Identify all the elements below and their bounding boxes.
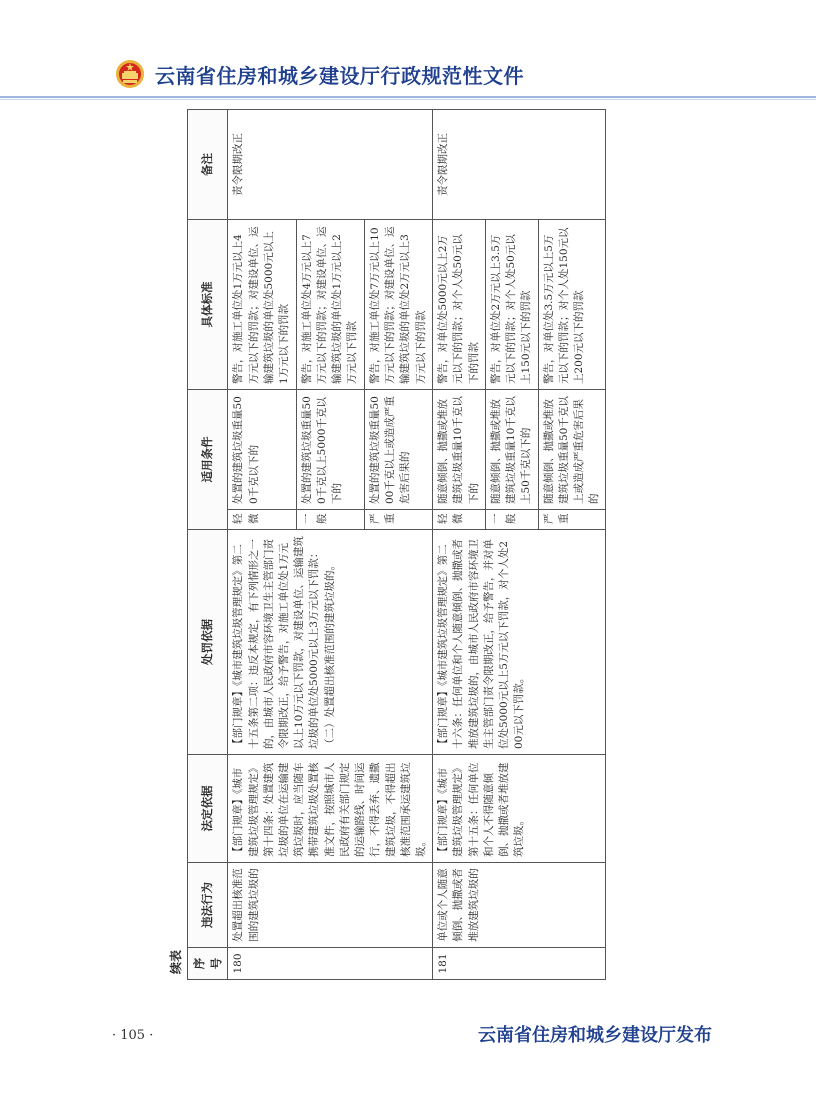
tier-level: 一般 bbox=[485, 510, 538, 530]
col-legal-basis: 法定依据 bbox=[188, 755, 228, 863]
tier-condition: 处置的建筑垃圾重量500千克以上5000千克以下的 bbox=[296, 390, 364, 510]
row-violation: 单位或个人随意倾倒、抛撒或者堆放建筑垃圾的 bbox=[433, 863, 606, 948]
tier-condition: 处置的建筑垃圾重量5000千克以上或造成严重危害后果的 bbox=[364, 390, 432, 510]
table-row bbox=[433, 110, 486, 980]
row-penalty-basis bbox=[228, 530, 433, 755]
tier-standard: 警告，对施工单位处7万元以上10万元以下的罚款；对建设单位、运输建筑垃圾的单位处2万元以上3万元以下的罚款 bbox=[364, 220, 432, 390]
tier-level: 一般 bbox=[296, 510, 364, 530]
page-number: · 105 · bbox=[112, 1028, 154, 1043]
row-violation: 处置超出核准范围的建筑垃圾的 bbox=[228, 863, 433, 948]
header-title: 云南省住房和城乡建设厅行政规范性文件 bbox=[155, 63, 524, 88]
col-standard: 具体标准 bbox=[188, 220, 228, 390]
national-emblem-icon bbox=[115, 59, 145, 89]
tier-condition: 随意倾倒、抛撒或堆放建筑垃圾重量10千克以下的 bbox=[433, 390, 486, 510]
continuation-label: 续表 bbox=[169, 949, 183, 974]
row-legal-basis: 【部门规章】《城市建筑垃圾管理规定》第十五条：任何单位和个人不得随意倾倒、抛撒或者堆放建筑垃圾。 bbox=[433, 755, 606, 863]
tier-standard: 警告，对施工单位处4万元以上7万元以下的罚款；对建设单位、运输建筑垃圾的单位处1万元以上2万元以下罚款 bbox=[296, 220, 364, 390]
rotated-table bbox=[167, 110, 737, 980]
header-rule bbox=[0, 96, 816, 98]
tier-level: 严重 bbox=[538, 510, 606, 530]
row-remarks: 责令限期改正 bbox=[228, 110, 433, 220]
penalty-basis-text: 【部门规章】《城市建筑垃圾管理规定》第二十五条第二项：违反本规定，有下列情形之一的，由城市人民政府市容环境卫生主管部门责令限期改正，给予警告，对施工单位处1万元以上10万元以下罚款，对建设单位、运输建筑垃圾的单位处5000元以上3万元以下罚款： bbox=[232, 536, 321, 749]
publisher-label: 云南省住房和城乡建设厅发布 bbox=[478, 1025, 712, 1046]
tier-condition: 随意倾倒、抛撒或堆放建筑垃圾重量10千克以上50千克以下的 bbox=[485, 390, 538, 510]
tier-condition: 处置的建筑垃圾重量500千克以下的 bbox=[228, 390, 296, 510]
tier-level: 轻微 bbox=[228, 510, 296, 530]
table-row bbox=[228, 110, 296, 980]
header-rule-thin bbox=[0, 99, 816, 100]
penalty-basis-text: 【部门规章】《城市建筑垃圾管理规定》第二十六条：任何单位和个人随意倾倒、抛撒或者堆放建筑垃圾的，由城市人民政府市容环境卫生主管部门责令限期改正，给予警告，并对单位处5000元以上5万元以下罚款，对个人处200元以下罚款。 bbox=[437, 539, 526, 749]
tier-standard: 警告，对单位处2万元以上3.5万元以下的罚款；对个人处50元以上150元以下的罚款 bbox=[485, 220, 538, 390]
tier-standard: 警告，对单位处5000元以上2万元以下的罚款；对个人处50元以下的罚款 bbox=[433, 220, 486, 390]
col-remarks: 备注 bbox=[188, 110, 228, 220]
col-violation: 违法行为 bbox=[188, 863, 228, 948]
row-legal-basis: 【部门规章】《城市建筑垃圾管理规定》第十四条：处置建筑垃圾的单位在运输建筑垃圾时，应当随车携带建筑垃圾处置核准文件，按照城市人民政府有关部门规定的运输路线、时间运行，不得丢弃、遗撒建筑垃圾，不得超出核准范围承运建筑垃圾。 bbox=[228, 755, 433, 863]
tier-condition: 随意倾倒、抛撒或堆放建筑垃圾重量50千克以上或造成严重危害后果的 bbox=[538, 390, 606, 510]
penalty-basis-item: （二）处置超出核准范围的建筑垃圾的。 bbox=[323, 560, 336, 749]
row-penalty-basis bbox=[433, 530, 606, 755]
tier-level: 轻微 bbox=[433, 510, 486, 530]
table-header-row bbox=[188, 110, 228, 980]
col-seq: 序号 bbox=[188, 948, 228, 980]
penalty-table bbox=[187, 109, 606, 980]
tier-level: 严重 bbox=[364, 510, 432, 530]
row-seq: 181 bbox=[433, 948, 606, 980]
tier-standard: 警告，对单位处3.5万元以上5万元以下的罚款；对个人处150元以上200元以下的罚款 bbox=[538, 220, 606, 390]
row-remarks: 责令限期改正 bbox=[433, 110, 606, 220]
tier-standard: 警告，对施工单位处1万元以上4万元以下的罚款；对建设单位、运输建筑垃圾的单位处5000元以上1万元以下的罚款 bbox=[228, 220, 296, 390]
col-conditions: 适用条件 bbox=[188, 390, 228, 530]
col-penalty-basis: 处罚依据 bbox=[188, 530, 228, 755]
document-header bbox=[115, 57, 524, 91]
row-seq: 180 bbox=[228, 948, 433, 980]
